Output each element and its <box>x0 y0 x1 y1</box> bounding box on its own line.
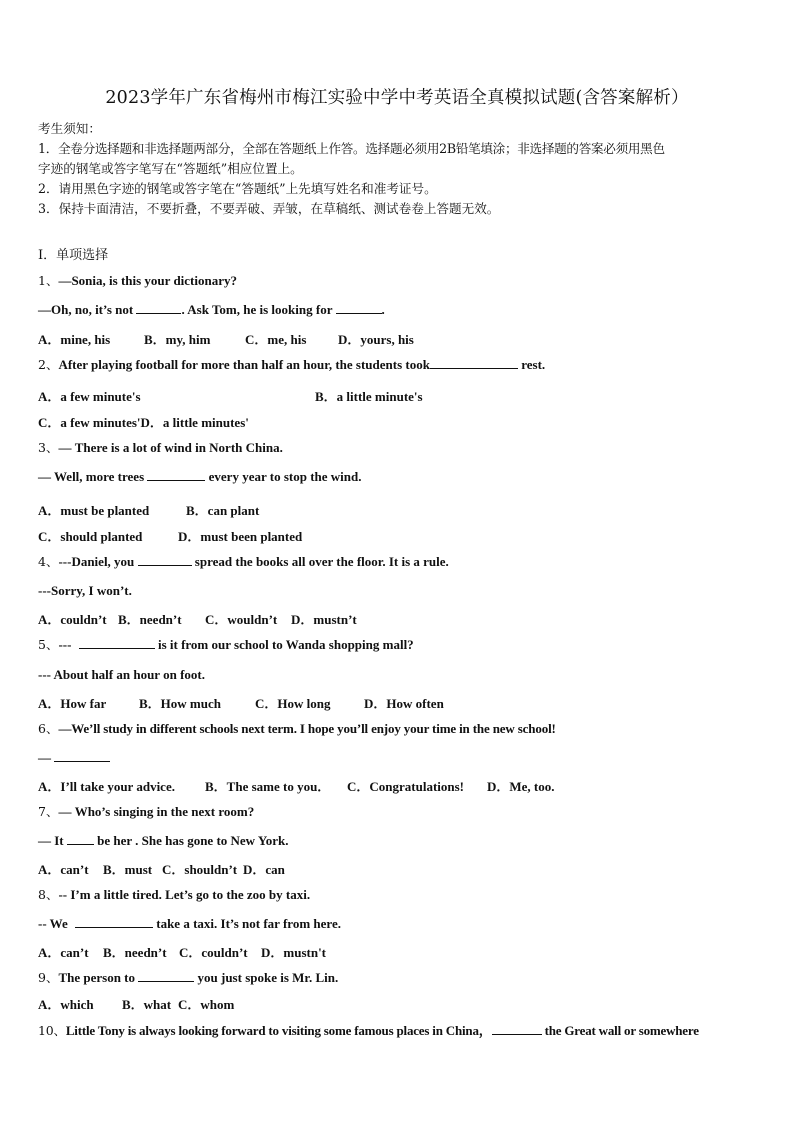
question-8-reply <box>38 916 341 932</box>
option-d[interactable]: D．must been planted <box>178 529 303 544</box>
question-2 <box>38 355 545 373</box>
question-1-reply <box>38 302 385 318</box>
option-c[interactable]: C．me, his <box>245 332 307 347</box>
question-number: 8、 <box>38 887 59 902</box>
option-b[interactable]: B．needn’t <box>103 945 167 960</box>
option-c[interactable]: C．shouldn’t <box>162 862 238 877</box>
option-a[interactable]: A．can’t <box>38 862 89 877</box>
question-3 <box>38 438 283 456</box>
option-d[interactable]: D．How often <box>364 696 444 711</box>
question-7 <box>38 802 254 820</box>
reply-text: — <box>38 750 51 765</box>
option-c[interactable]: C．should planted <box>38 529 143 544</box>
option-c[interactable]: C．Congratulations! <box>347 779 465 794</box>
question-stem: rest. <box>517 357 546 372</box>
reply-text: take a taxi. It’s not far from here. <box>152 916 341 931</box>
question-number: 6、 <box>38 721 59 736</box>
option-b[interactable]: B．The same to you． <box>205 779 331 794</box>
option-b[interactable]: B．must <box>103 862 153 877</box>
question-number: 1、 <box>38 273 59 288</box>
option-b[interactable]: B．a little minute's <box>315 389 423 404</box>
option-c[interactable]: C．How long <box>255 696 331 711</box>
question-number: 4、 <box>38 554 59 569</box>
notes-line-4: 3．保持卡面清洁，不要折叠，不要弄破、弄皱，在草稿纸、测试卷卷上答题无效。 <box>38 201 500 216</box>
question-number: 10、 <box>38 1023 66 1038</box>
question-number: 2、 <box>38 357 59 372</box>
question-stem: —We’ll study in different schools next term. I hope you’ll enjoy your time in the new school! <box>58 721 556 736</box>
reply-text: -- We <box>38 916 71 931</box>
question-number: 5、 <box>38 637 59 652</box>
notes-line-1: 1．全卷分选择题和非选择题两部分，全部在答题纸上作答。选择题必须用2B铅笔填涂；非选择题的答案必须用黑色 <box>38 141 665 156</box>
option-a[interactable]: A．How far <box>38 696 107 711</box>
answer-blank <box>492 1023 542 1035</box>
question-stem: ---Daniel, you <box>58 554 138 569</box>
question-5-reply: --- About half an hour on foot. <box>38 667 205 682</box>
page-title: 2023学年广东省梅州市梅江实验中学中考英语全真模拟试题(含答案解析） <box>105 88 689 108</box>
option-a[interactable]: A．must be planted <box>38 503 150 518</box>
question-stem: — There is a lot of wind in North China. <box>58 440 283 455</box>
option-b[interactable]: B．can plant <box>186 503 260 518</box>
notes-heading: 考生须知： <box>38 121 101 136</box>
question-stem: Little Tony is always looking forward to visiting some famous places in China， <box>65 1023 492 1038</box>
question-stem: -- I’m a little tired. Let’s go to the zoo by taxi. <box>58 887 311 902</box>
option-c[interactable]: C．whom <box>178 997 235 1012</box>
answer-blank <box>54 750 110 762</box>
question-3-reply <box>38 469 362 485</box>
answer-blank <box>430 357 518 369</box>
option-b[interactable]: B．needn’t <box>118 612 182 627</box>
option-c-d[interactable]: C．a few minutes'D．a little minutes' <box>38 415 249 430</box>
answer-blank <box>336 302 382 314</box>
question-stem: — Who’s singing in the next room? <box>58 804 255 819</box>
question-7-reply <box>38 833 289 849</box>
option-a[interactable]: A．which <box>38 997 94 1012</box>
question-stem: After playing football for more than half an hour, the students took <box>58 357 430 372</box>
answer-blank <box>67 833 94 845</box>
option-d[interactable]: D．Me, too. <box>487 779 555 794</box>
answer-blank <box>75 916 153 928</box>
reply-text: be her . She has gone to New York. <box>93 833 289 848</box>
option-a[interactable]: A．can’t <box>38 945 89 960</box>
question-4 <box>38 552 449 570</box>
question-9 <box>38 968 338 986</box>
option-b[interactable]: B．my, him <box>144 332 211 347</box>
question-stem: the Great wall or somewhere <box>541 1023 699 1038</box>
option-b[interactable]: B．How much <box>139 696 221 711</box>
question-5 <box>38 635 414 653</box>
option-c[interactable]: C．wouldn’t <box>205 612 278 627</box>
option-a[interactable]: A．a few minute's <box>38 389 141 404</box>
notes-line-3: 2．请用黑色字迹的钢笔或答字笔在“答题纸”上先填写姓名和准考证号。 <box>38 181 437 196</box>
question-stem: --- <box>58 637 75 652</box>
question-stem: is it from our school to Wanda shopping mall? <box>154 637 414 652</box>
question-number: 7、 <box>38 804 59 819</box>
answer-blank <box>138 554 192 566</box>
option-d[interactable]: D．can <box>243 862 285 877</box>
option-d[interactable]: D．mustn't <box>261 945 327 960</box>
question-6-reply <box>38 750 110 766</box>
question-8 <box>38 885 310 903</box>
reply-text: . Ask Tom, he is looking for <box>181 302 336 317</box>
question-stem: —Sonia, is this your dictionary? <box>58 273 237 288</box>
answer-blank <box>138 970 194 982</box>
exam-notes <box>38 119 758 219</box>
option-d[interactable]: D．yours, his <box>338 332 414 347</box>
question-1 <box>38 271 237 289</box>
option-a[interactable]: A．couldn’t <box>38 612 107 627</box>
answer-blank <box>147 469 205 481</box>
answer-blank <box>136 302 181 314</box>
reply-text: —Oh, no, it’s not <box>38 302 137 317</box>
answer-blank <box>79 637 155 649</box>
notes-line-2: 字迹的钢笔或答字笔写在“答题纸”相应位置上。 <box>38 161 303 176</box>
question-stem: you just spoke is Mr. Lin. <box>194 970 339 985</box>
option-b[interactable]: B．what <box>122 997 172 1012</box>
section-title: Ⅰ．单项选择 <box>38 248 109 263</box>
reply-text: every year to stop the wind. <box>205 469 362 484</box>
question-10 <box>38 1020 699 1039</box>
question-number: 9、 <box>38 970 59 985</box>
option-d[interactable]: D．mustn’t <box>291 612 357 627</box>
option-a[interactable]: A．mine, his <box>38 332 111 347</box>
question-6 <box>38 719 556 737</box>
option-a[interactable]: A．I’ll take your advice. <box>38 779 175 794</box>
option-c[interactable]: C．couldn’t <box>179 945 248 960</box>
question-stem: spread the books all over the floor. It is a rule. <box>191 554 449 569</box>
reply-text: — It <box>38 833 67 848</box>
question-number: 3、 <box>38 440 59 455</box>
reply-text: . <box>381 302 385 317</box>
question-stem: The person to <box>58 970 139 985</box>
reply-text: — Well, more trees <box>38 469 148 484</box>
question-4-reply: ---Sorry, I won’t. <box>38 583 132 598</box>
